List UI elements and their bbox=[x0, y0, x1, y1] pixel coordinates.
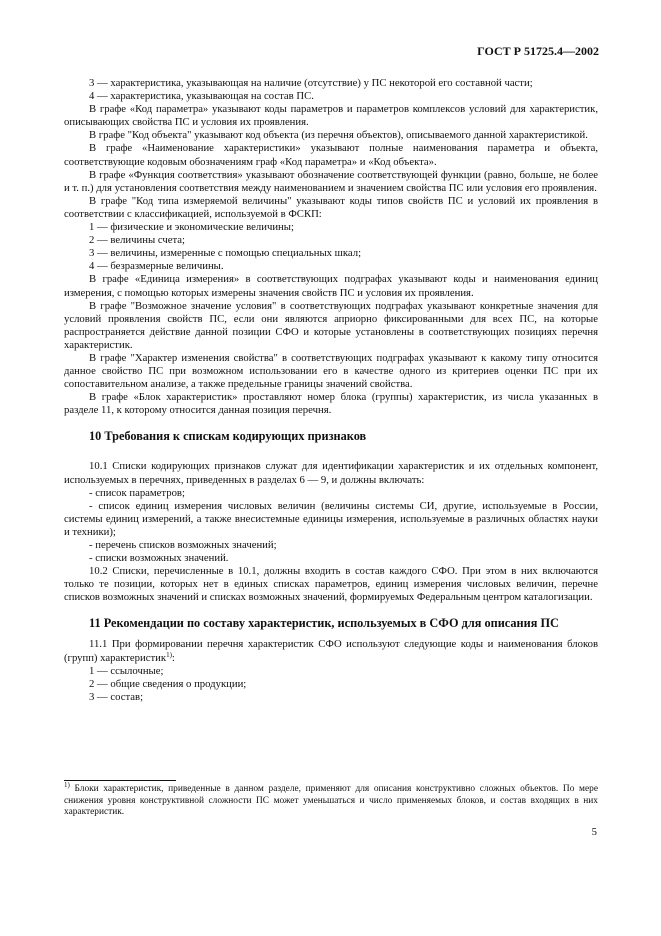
list-item: 4 — безразмерные величины. bbox=[89, 260, 224, 273]
footnote-reference: 1) bbox=[166, 650, 172, 659]
footnote-mark: 1) bbox=[64, 781, 70, 789]
paragraph: 3 — характеристика, указывающая на наличие (отсутствие) у ПС некоторой его составной части; bbox=[89, 77, 533, 89]
paragraph: 4 — характеристика, указывающая на состав ПС. bbox=[89, 90, 314, 103]
list-item: - список параметров; bbox=[89, 486, 185, 499]
paragraph: В графе «Код параметра» указывают коды параметров и параметров комплексов условий для характеристик, описывающих свойства ПС и условия их проявления. bbox=[64, 103, 598, 129]
list-item: 1 — ссылочные; bbox=[89, 664, 164, 677]
paragraph: В графе "Характер изменения свойства" в соответствующих подграфах указывают к какому типу относится данное свойство ПС при возможном использовании его в качестве одного из критериев оценки ПС при их сопоставительном анализе, а также предельные границы значений свойства. bbox=[64, 351, 598, 391]
section-11-heading: 11 Рекомендации по составу характеристик, используемых в СФО для описания ПС bbox=[89, 616, 559, 631]
list-item: 1 — физические и экономические величины; bbox=[89, 221, 294, 234]
paragraph: В графе "Возможное значение условия" в соответствующих подграфах указывают конкретные значения для условий проявления свойств ПС, если они являются априорно фиксированными для всех ПС, на которые распространяется действие данной позиции СФО и которые установлены в соответствующих позициях перечня характеристик. bbox=[64, 299, 598, 351]
footnote bbox=[64, 781, 598, 819]
page-body bbox=[64, 77, 598, 704]
paragraph: В графе «Наименование характеристики» указывают полные наименования параметра и объекта, соответствующие кодовым обозначениям граф «Код параметра» и «Код объекта». bbox=[64, 142, 598, 168]
paragraph: В графе «Единица измерения» в соответствующих подграфах указывают коды и наименования единиц измерения, с помощью которых измерены значения свойств ПС и условия их проявления. bbox=[64, 273, 598, 299]
paragraph: В графе "Код типа измеряемой величины" указывают коды типов свойств ПС и условий их проявления в соответствии с классификацией, используемой в ФСКП: bbox=[64, 194, 598, 220]
footnote-text: Блоки характеристик, приведенные в данном разделе, применяют для описания конструктивно сложных объектов. По мере снижения уровня конструктивной сложности ПС может уменьшаться и число применяемых блоков, и состав входящих в них характеристик. bbox=[64, 784, 598, 818]
list-item: 2 — общие сведения о продукции; bbox=[89, 677, 247, 690]
paragraph: В графе «Функция соответствия» указывают обозначение соответствующей функции (равно, больше, не более и т. п.) для установления соответствия между наименованием и значением свойства ПС или условия его проявления. bbox=[64, 168, 598, 194]
list-item: - перечень списков возможных значений; bbox=[89, 539, 277, 551]
paragraph: В графе "Код объекта" указывают код объекта (из перечня объектов), описываемого данной характеристикой. bbox=[89, 129, 588, 142]
footnote-divider bbox=[64, 780, 176, 781]
paragraph: В графе «Блок характеристик» проставляют номер блока (группы) характеристик, из числа указанных в разделе 11, к которому относится данная позиция перечня. bbox=[64, 391, 598, 417]
standard-header: ГОСТ Р 51725.4—2002 bbox=[477, 44, 599, 58]
list-item: - список единиц измерения числовых величин (величины системы СИ, другие, используемые в России, системы единиц измерений, а также внесистемные единицы измерения, используемые в различных областях науки и техники); bbox=[64, 499, 598, 538]
paragraph-text: 11.1 При формировании перечня характеристик СФО используют следующие коды и наименования блоков (групп) характеристик bbox=[64, 638, 598, 664]
list-item: 3 — состав; bbox=[89, 690, 144, 703]
section-10-heading: 10 Требования к спискам кодирующих признаков bbox=[89, 429, 367, 444]
page-number: 5 bbox=[591, 826, 597, 838]
paragraph bbox=[64, 638, 598, 664]
list-item: 3 — величины, измеренные с помощью специальных шкал; bbox=[89, 247, 362, 260]
paragraph: 10.2 Списки, перечисленные в 10.1, должны входить в состав каждого СФО. При этом в них включаются только те позиции, которых нет в единых списках параметров, единиц измерения числовых величин, перечне списков возможных значений и списках возможных значений, формируемых Федеральным центром каталогизации. bbox=[64, 565, 598, 604]
list-item: - списки возможных значений. bbox=[89, 552, 229, 565]
paragraph: 10.1 Списки кодирующих признаков служат для идентификации характеристик и их отдельных компонент, используемых в перечнях, приведенных в разделах 6 — 9, и должны включать: bbox=[64, 460, 598, 486]
paragraph-text-tail: : bbox=[171, 651, 175, 664]
list-item: 2 — величины счета; bbox=[89, 234, 185, 247]
